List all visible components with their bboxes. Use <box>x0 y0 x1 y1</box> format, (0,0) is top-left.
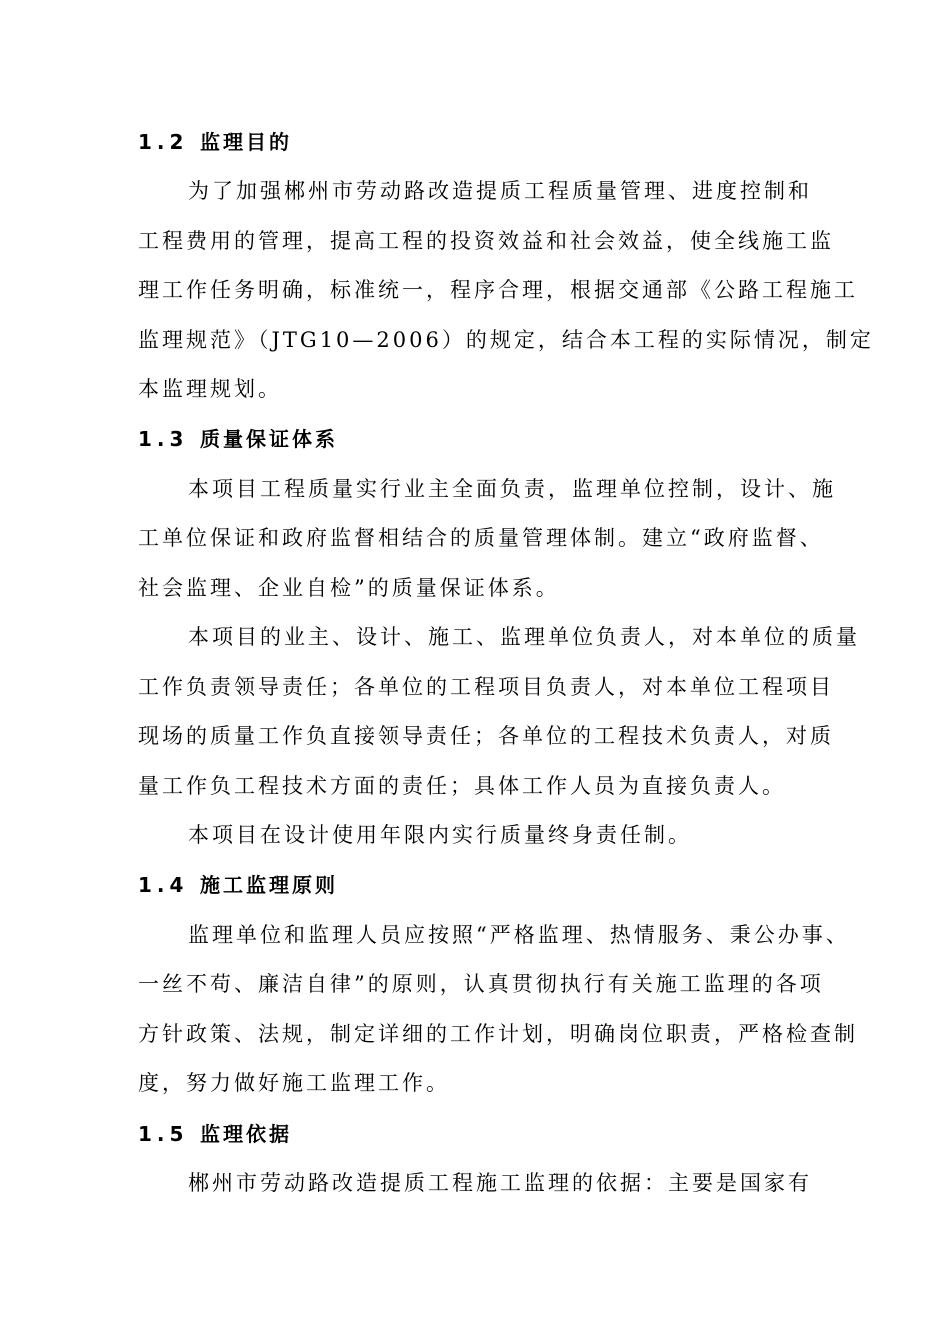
paragraph-line: 社会监理、企业自检”的质量保证体系。 <box>138 576 560 600</box>
section-heading-1-5 <box>138 1120 292 1148</box>
paragraph-line: 工作负责领导责任；各单位的工程项目负责人，对本单位工程项目 <box>138 675 834 699</box>
paragraph-line: 为了加强郴州市劳动路改造提质工程质量管理、进度控制和 <box>188 179 812 203</box>
section-number: 1.2 <box>138 130 189 154</box>
paragraph-line: 度，努力做好施工监理工作。 <box>138 1071 450 1095</box>
paragraph-line: 本监理规划。 <box>138 377 282 401</box>
section-title: 监理依据 <box>200 1122 292 1146</box>
section-number: 1.3 <box>138 427 189 451</box>
paragraph-line: 郴州市劳动路改造提质工程施工监理的依据：主要是国家有 <box>188 1171 812 1195</box>
paragraph-line: 一丝不苟、廉洁自律”的原则，认真贯彻执行有关施工监理的各项 <box>138 972 824 996</box>
paragraph-line: 工单位保证和政府监督相结合的质量管理体制。建立“政府监督、 <box>138 526 824 550</box>
section-number: 1.4 <box>138 873 189 897</box>
paragraph-line: 监理规范》（JTG10—2006）的规定，结合本工程的实际情况，制定 <box>138 328 874 352</box>
paragraph-line: 本项目的业主、设计、施工、监理单位负责人，对本单位的质量 <box>188 625 860 649</box>
paragraph-line: 方针政策、法规，制定详细的工作计划，明确岗位职责，严格检查制 <box>138 1022 858 1046</box>
section-number: 1.5 <box>138 1122 189 1146</box>
paragraph-line: 理工作任务明确，标准统一，程序合理，根据交通部《公路工程施工 <box>138 278 858 302</box>
paragraph-line: 量工作负工程技术方面的责任；具体工作人员为直接负责人。 <box>138 774 786 798</box>
paragraph-line: 工程费用的管理，提高工程的投资效益和社会效益，使全线施工监 <box>138 229 834 253</box>
section-title: 施工监理原则 <box>200 873 338 897</box>
section-title: 监理目的 <box>200 130 292 154</box>
section-heading-1-4 <box>138 871 338 899</box>
section-title: 质量保证体系 <box>200 427 338 451</box>
section-heading-1-2 <box>138 128 292 156</box>
paragraph-line: 本项目工程质量实行业主全面负责，监理单位控制，设计、施 <box>188 477 836 501</box>
paragraph-line: 现场的质量工作负直接领导责任；各单位的工程技术负责人，对质 <box>138 724 834 748</box>
section-heading-1-3 <box>138 425 338 453</box>
paragraph-line: 监理单位和监理人员应按照“严格监理、热情服务、秉公办事、 <box>188 923 850 947</box>
paragraph-line: 本项目在设计使用年限内实行质量终身责任制。 <box>188 823 692 847</box>
